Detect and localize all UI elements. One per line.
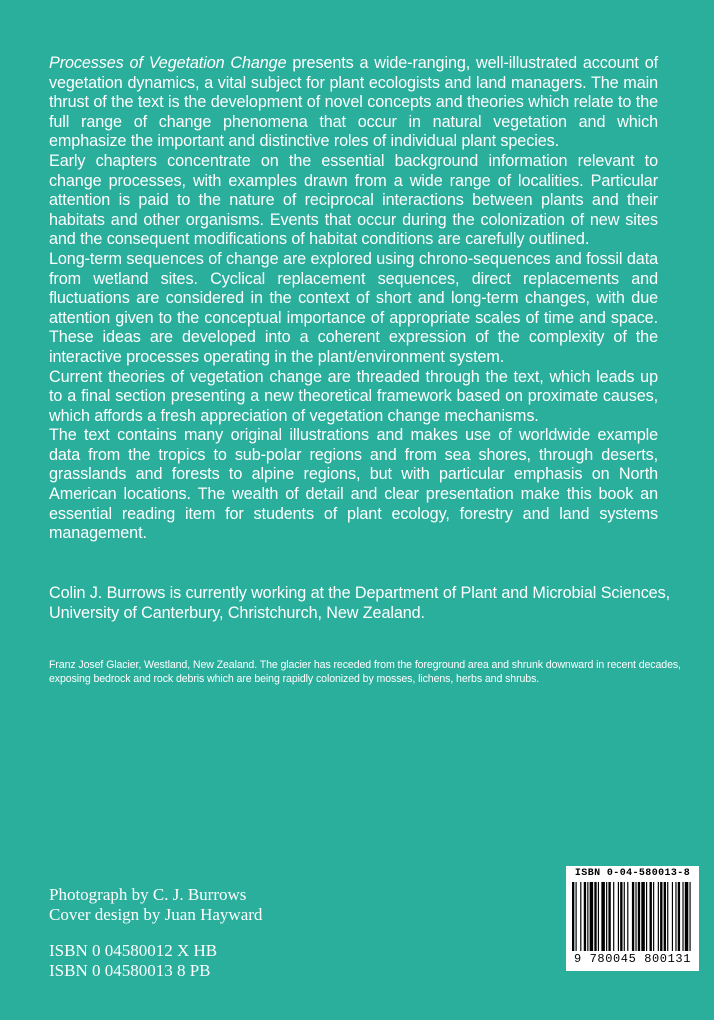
blurb-paragraph-5: The text contains many original illustrations and makes use of worldwide example data from the tropics to sub-polar regions and from sea shores, through deserts, grasslands and forests to alpine regions, but with particular emphasis on North American locations. The wealth of detail and clear presentation make this book an essential reading item for students of plant ecology, forestry and land systems management. [49, 426, 658, 543]
credits-spacer [49, 925, 409, 941]
blurb-paragraph-1-text: presents a wide-ranging, well-illustrated account of vegetation dynamics, a vital subject for plant ecologists and land managers. The main thrust of the text is the development of novel concepts and theories which relate to the full range of change phenomena that occur in natural vegetation and which emphasize the important and distinctive roles of individual plant species. [49, 54, 658, 151]
photograph-credit: Photograph by C. J. Burrows [49, 885, 247, 904]
photo-caption: Franz Josef Glacier, Westland, New Zealand. The glacier has receded from the foreground area and shrunk downward in recent decades, exposing bedrock and rock debris which are being rapidly colonized by mosses, lichens, herbs and shrubs. [49, 659, 681, 685]
barcode-isbn-label: ISBN 0-04-580013-8 [574, 868, 691, 879]
credits-block [49, 885, 409, 981]
cover-design-credit: Cover design by Juan Hayward [49, 905, 263, 924]
book-title: Processes of Vegetation Change [49, 54, 287, 72]
back-cover-blurb [49, 54, 658, 544]
blurb-paragraph-4: Current theories of vegetation change are threaded through the text, which leads up to a final section presenting a new theoretical framework based on proximate causes, which affords a fresh appreciation of vegetation change mechanisms. [49, 367, 658, 425]
blurb-paragraph-3: Long-term sequences of change are explored using chrono-sequences and fossil data from wetland sites. Cyclical replacement sequences, direct replacements and fluctuations are considered in the context of short and long-term changes, with due attention given to the conceptual importance of appropriate scales of time and space. These ideas are developed into a coherent expression of the complexity of the interactive processes operating in the plant/environment system. [49, 249, 658, 366]
barcode [566, 866, 699, 971]
author-bio: Colin J. Burrows is currently working at the Department of Plant and Microbial Sciences, University of Canterbury, Christchurch, New Zealand. [49, 584, 670, 622]
barcode-ean-digits: 9 780045 800131 [573, 952, 692, 966]
isbn-paperback: ISBN 0 04580013 8 PB [49, 961, 211, 980]
isbn-hardback: ISBN 0 04580012 X HB [49, 941, 218, 960]
barcode-bars-icon [572, 882, 693, 951]
blurb-paragraph-2: Early chapters concentrate on the essential background information relevant to change processes, with examples drawn from a wide range of localities. Particular attention is paid to the nature of reciprocal interactions between plants and their habitats and other organisms. Events that occur during the colonization of new sites and the consequent modifications of habitat conditions are carefully outlined. [49, 151, 658, 249]
blurb-paragraph-1 [49, 54, 658, 152]
